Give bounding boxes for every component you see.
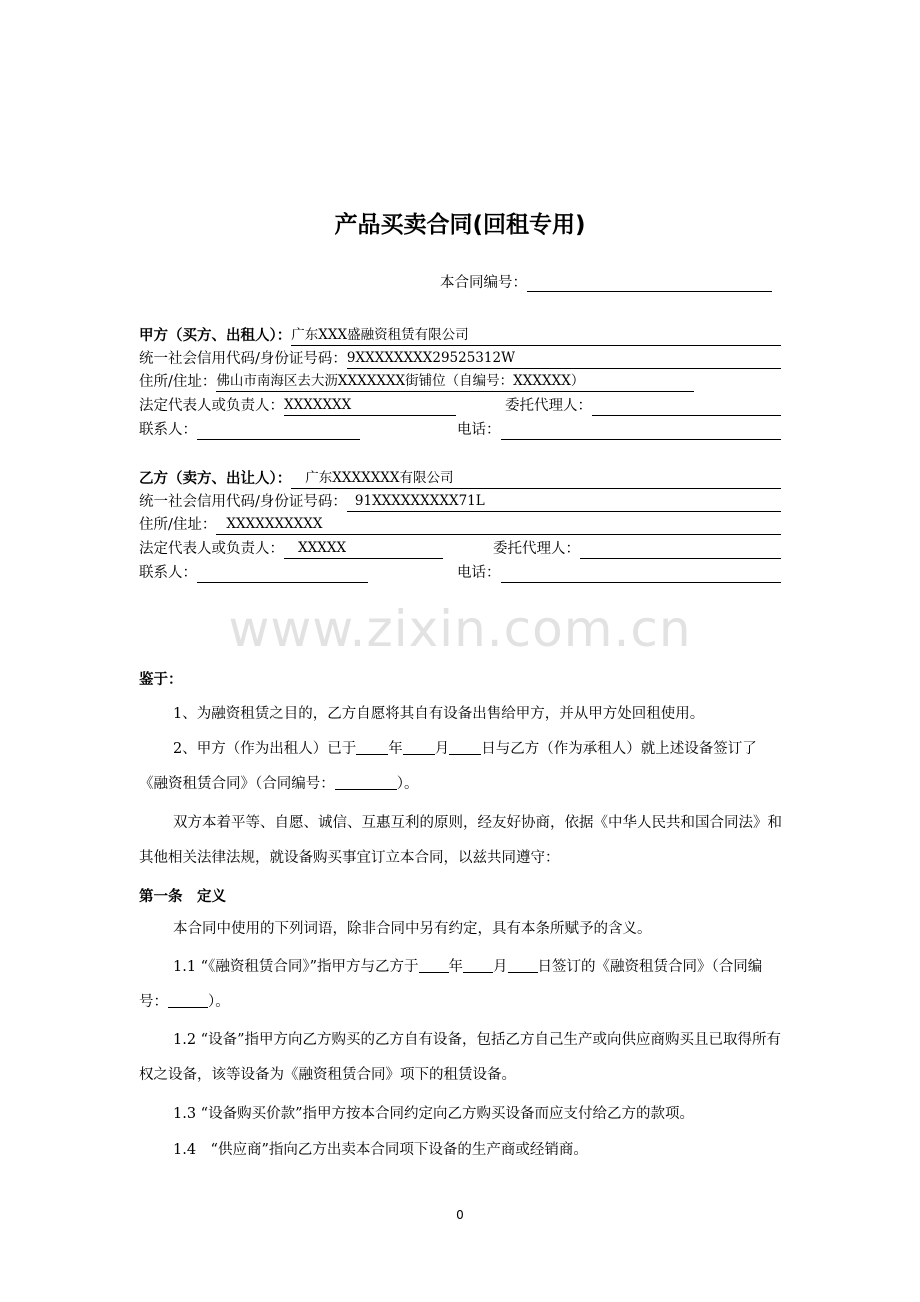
party-b-credit-row: [139, 492, 781, 512]
year-blank[interactable]: [356, 738, 388, 755]
party-a-address: 佛山市南海区去大沥XXXXXXX街铺位（自编号：XXXXXX）: [216, 372, 694, 392]
party-b-address: XXXXXXXXXX: [216, 515, 781, 535]
watermark: www.zixin.com.cn: [228, 600, 692, 658]
party-a-address-row: [139, 372, 781, 392]
party-a-agent-field[interactable]: [592, 396, 781, 416]
party-b-name: 广东XXXXXXX有限公司: [291, 469, 781, 489]
party-a-address-label: 住所/住址：: [139, 374, 217, 390]
party-a-contact-label: 联系人：: [139, 422, 197, 438]
party-b-address-row: [139, 515, 781, 535]
day-blank[interactable]: [449, 738, 481, 755]
definition-1-1: 1.1 “《融资租赁合同》”指甲方与乙方于 年 月 日签订的《融资租赁合同》（合同编号： ）。: [139, 950, 784, 1020]
year-blank[interactable]: [419, 956, 449, 973]
party-b-contact-label: 联系人：: [139, 565, 197, 581]
page-number: 0: [456, 1208, 464, 1222]
party-a-name-row: [139, 326, 781, 346]
party-b-rep: XXXXX: [284, 539, 443, 559]
lease-contract-number-blank[interactable]: [335, 773, 397, 790]
party-a-rep-label: 法定代表人或负责人：: [139, 398, 284, 414]
party-a-contact-field[interactable]: [197, 420, 360, 440]
definition-1-2: 1.2 “设备”指甲方向乙方购买的乙方自有设备，包括乙方自己生产或向供应商购买且已取得所有权之设备，该等设备为《融资租赁合同》项下的租赁设备。: [139, 1032, 781, 1083]
definition-1-4: 1.4 “供应商”指向乙方出卖本合同项下设备的生产商或经销商。: [173, 1142, 588, 1158]
party-b-name-row: [139, 469, 781, 489]
lease-contract-number-blank[interactable]: [168, 991, 208, 1008]
party-b-agent-label: 委托代理人：: [493, 541, 580, 557]
party-b-credit-code: 91XXXXXXXXX71L: [347, 492, 781, 512]
definition-1-3: 1.3 “设备购买价款”指甲方按本合同约定向乙方购买设备而应支付给乙方的款项。: [173, 1106, 694, 1122]
day-blank[interactable]: [508, 956, 538, 973]
contract-number-field[interactable]: [527, 272, 772, 292]
whereas-principle: 双方本着平等、自愿、诚信、互惠互利的原则，经友好协商，依据《中华人民共和国合同法》和其他相关法律法规，就设备购买事宜订立本合同，以兹共同遵守：: [139, 815, 782, 866]
party-a-rep: XXXXXXX: [284, 396, 456, 416]
party-b-contact-field[interactable]: [197, 563, 368, 583]
party-b-rep-label: 法定代表人或负责人：: [139, 541, 284, 557]
month-blank[interactable]: [463, 956, 493, 973]
contract-number-label: 本合同编号：: [440, 275, 527, 291]
month-blank[interactable]: [403, 738, 435, 755]
contract-title: 产品买卖合同(回租专用): [334, 212, 586, 238]
party-a-agent-label: 委托代理人：: [505, 398, 592, 414]
party-b-address-label: 住所/住址：: [139, 517, 217, 533]
contract-number-row: [440, 272, 772, 292]
whereas-item-1: 1、为融资租赁之目的，乙方自愿将其自有设备出售给甲方，并从甲方处回租使用。: [173, 706, 705, 722]
whereas-item-2: 2、甲方（作为出租人）已于 年 月 日与乙方（作为承租人）就上述设备签订了《融资租赁合同》（合同编号： ）。: [139, 732, 784, 802]
article-1-intro: 本合同中使用的下列词语，除非合同中另有约定，具有本条所赋予的含义。: [173, 921, 652, 937]
whereas-heading: 鉴于：: [139, 672, 183, 688]
party-a-contact-row: [139, 420, 781, 440]
party-a-rep-row: [139, 396, 781, 416]
party-b-heading: 乙方（卖方、出让人）：: [139, 471, 292, 487]
party-b-agent-field[interactable]: [580, 539, 781, 559]
party-a-credit-row: [139, 349, 781, 369]
party-b-rep-row: [139, 539, 781, 559]
party-a-credit-code: 9XXXXXXXX29525312W: [347, 349, 781, 369]
party-a-credit-label: 统一社会信用代码/身份证号码：: [139, 351, 347, 367]
party-a-heading: 甲方（买方、出租人）：: [139, 328, 292, 344]
party-a-phone-label: 电话：: [457, 422, 501, 438]
party-b-credit-label: 统一社会信用代码/身份证号码：: [139, 494, 347, 510]
party-a-name: 广东XXX盛融资租赁有限公司: [291, 326, 781, 346]
party-b-phone-label: 电话：: [457, 565, 501, 581]
party-b-phone-field[interactable]: [501, 563, 782, 583]
party-a-phone-field[interactable]: [501, 420, 782, 440]
article-1-heading: 第一条 定义: [139, 889, 226, 905]
party-b-contact-row: [139, 563, 781, 583]
